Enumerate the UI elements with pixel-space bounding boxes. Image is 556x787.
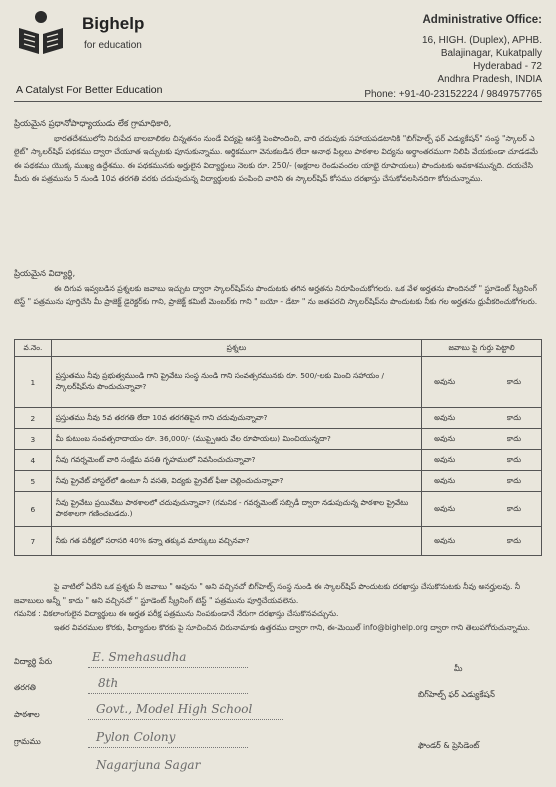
signature-org: బిగ్‌హెల్ప్ ఫర్ ఎడ్యుకేషన్ [418, 690, 495, 699]
question-text: నీవు గవర్నమెంట్ వారి సంక్షేమ వసతి గృహములో నివసించుచున్నావా? [51, 450, 421, 471]
table-row [15, 527, 542, 556]
address-line: Hyderabad - 72 [473, 61, 542, 72]
answer-no[interactable]: కాదు [506, 454, 521, 464]
address-line: Andhra Pradesh, INDIA [437, 74, 542, 85]
address-line: 16, HIGH. (Duplex), APHB. [421, 35, 542, 46]
answer-no[interactable]: కాదు [506, 475, 521, 485]
answer-yes[interactable]: అవును [434, 475, 456, 485]
answer-yes[interactable]: అవును [434, 433, 456, 443]
row-number: 3 [15, 429, 52, 450]
eligibility-table [14, 339, 542, 556]
office-phone: Phone: +91-40-23152224 / 9849757765 [364, 89, 542, 100]
name-underline [88, 667, 248, 668]
answer-options [422, 450, 542, 471]
answer-no[interactable]: కాదు [506, 412, 521, 422]
question-text: ప్రస్తుతము నీవు ప్రభుత్వముండి గాని ప్రైవేటు సంస్థ నుండి గాని సంవత్సరమునకు రూ. 500/-లకు మించి సహాయం / స్కాలర్‌షిప్‌ను పొందుచున్నావా? [51, 357, 421, 408]
office-address-block [302, 14, 542, 101]
answer-no[interactable]: కాదు [506, 376, 521, 386]
intro-paragraph: భారతదేశములోని నిరుపేద బాలబాలికల చిన్నతనం నుండే విద్యపై ఆసక్తి పెంపొందించి, వారి చదువుకు సహాయపడటానికి "బిగ్‌హెల్ప్ ఫర్ ఎడ్యుకేషన్" సంస్థ "స్కాలర్ ఎ లైట్" స్కాలర్‌షిప్ పథకము ద్వారా చేయూత ఇచ్చుటకు పూనుకున్నాము. ఆర్థికముగా వెనుకబడిన లేదా అనాథ పిల్లలు పాఠశాల విద్యను అర్థాంతరముగా నిలిపి వేయకుండా చూడడమే ఈ పథకము యొక్క ముఖ్య ఉద్దేశము. ఈ పథకమునకు అర్హులైన విద్యార్థులు నెలకు రూ. 250/- (అక్షరాల రెండువందల యాభై రూపాయలు) పొందుటకు అవకాశమున్నది. దయచేసి మీరు ఈ పత్రమును 5 నుండి 10వ తరగతి వరకు చదువుచున్న విద్యార్థులకు పంపించి వారిని ఈ స్కాలర్‌షిప్ కోసము దరఖాస్తు చేసుకోవలసినదిగా కోరుచున్నాము. [14, 133, 538, 184]
answer-yes[interactable]: అవును [434, 535, 456, 545]
answer-no[interactable]: కాదు [506, 433, 521, 443]
row-number: 7 [15, 527, 52, 556]
signature-role: ఫౌండర్ & ప్రెసిడెంట్ [418, 741, 480, 750]
village-label: గ్రామము [14, 737, 41, 746]
answer-options [422, 527, 542, 556]
answer-no[interactable]: కాదు [506, 535, 521, 545]
answer-yes[interactable]: అవును [434, 454, 456, 464]
answer-options [422, 492, 542, 527]
letter-intro [14, 118, 542, 186]
school-label: పాఠశాల [14, 710, 40, 719]
tagline: A Catalyst For Better Education [16, 84, 163, 96]
student-section [14, 268, 542, 309]
table-row [15, 450, 542, 471]
answer-options [422, 471, 542, 492]
table-row [15, 471, 542, 492]
school-underline [88, 719, 283, 720]
office-title: Administrative Office: [422, 14, 542, 26]
question-text: ప్రస్తుతము నీవు 5వ తరగతి లేదా 10వ తరగతిపైన గాని చదువుచున్నావా? [51, 408, 421, 429]
table-header-row [15, 340, 542, 357]
closing-section [14, 580, 542, 634]
address-line: Balajinagar, Kukatpally [440, 48, 542, 59]
answer-yes[interactable]: అవును [434, 376, 456, 386]
answer-options [422, 429, 542, 450]
note-text: గమనిక : వికలాంగులైన విద్యార్థులు ఈ అర్హత పరీక్ష పత్రమును నింపకుండానే నేరుగా దరఖాస్తు చేసుకొనవచ్చును. [14, 609, 339, 619]
question-text: నీకు గత పరీక్షలో సరాసరి 40% కన్నా తక్కువ మార్కులు వచ్చినవా? [51, 527, 421, 556]
brand-subtitle: for education [84, 40, 142, 51]
answer-no[interactable]: కాదు [506, 503, 521, 513]
question-text: నీవు ప్రైవేట్ హాస్టల్‌లో ఉంటూ నీ వసతి, విద్యకు ప్రైవేట్ ఫీజు చెల్లించుచున్నావా? [51, 471, 421, 492]
brand-name: Bighelp [82, 14, 145, 33]
student-name-label: విద్యార్థి పేరు [14, 657, 53, 666]
contact-paragraph: ఇతర వివరముల కొరకు, ఫిర్యాదుల కొరకు పై సూచించిన చిరునామాకు ఉత్తరము ద్వారా గాని, ఈ-మెయిల్ info@bighelp.org ద్వారా గాని తెలుపగోరుచున్నాము. [54, 622, 531, 632]
class-label: తరగతి [14, 683, 36, 692]
village-underline [88, 747, 248, 748]
salutation-headmaster: ప్రియమైన ప్రధానోపాధ్యాయుడు లేక గ్రామాధికారి, [14, 119, 172, 129]
row-number: 4 [15, 450, 52, 471]
table-row [15, 429, 542, 450]
table-row [15, 357, 542, 408]
row-number: 5 [15, 471, 52, 492]
header-divider [14, 101, 542, 102]
table-row [15, 492, 542, 527]
col-header-no: వ.నెం. [15, 340, 52, 357]
col-header-answer: జవాబు పై గుర్తు పెట్టాలి [422, 340, 542, 357]
student-name-value[interactable]: E. Smehasudha [92, 650, 187, 664]
answer-options [422, 408, 542, 429]
village-value-line2[interactable]: Nagarjuna Sagar [96, 758, 201, 772]
question-text: నీవు ప్రైవేటు ప్రయివేటు పాఠశాలలో చదువుచున్నావా? (గమనిక - గవర్నమెంట్ సబ్సిడీ ద్వారా నడుపుచున్న పాఠశాల ప్రైవేటు పాఠశాలగా గణించబడదు.) [51, 492, 421, 527]
question-text: మీ కుటుంబ సంవత్సరాదాయం రూ. 36,000/- (ముప్పైఆరు వేల రూపాయలు) మించియున్నదా? [51, 429, 421, 450]
disqualification-paragraph: పై వాటిలో ఏదేని ఒక ప్రశ్నకు నీ జవాబు " అవును " అని వచ్చినచో బిగ్‌హెల్ప్ సంస్థ నుండి ఈ స్కాలర్‌షిప్ పొందుటకు దరఖాస్తు చేసుకొనుటకు నీవు అనర్హులవు. నీ జవాబులు అన్నీ " కాదు " అని వచ్చినచో " స్టూడెంట్ స్క్రీనింగ్ టెస్ట్ " పత్రమును పూర్తిచేయవలెను. [14, 582, 521, 605]
table-row [15, 408, 542, 429]
school-value[interactable]: Govt., Model High School [96, 702, 253, 716]
class-underline [88, 693, 248, 694]
village-value-line1[interactable]: Pylon Colony [96, 730, 176, 744]
salutation-student: ప్రియమైన విద్యార్థి, [14, 269, 76, 279]
signature-yours: మీ [454, 664, 463, 673]
answer-yes[interactable]: అవును [434, 503, 456, 513]
answer-yes[interactable]: అవును [434, 412, 456, 422]
class-value[interactable]: 8th [98, 676, 119, 690]
bighelp-logo-icon [15, 8, 67, 58]
col-header-question: ప్రశ్నలు [51, 340, 421, 357]
row-number: 1 [15, 357, 52, 408]
row-number: 6 [15, 492, 52, 527]
student-paragraph: ఈ దిగువ ఇవ్వబడిన ప్రశ్నలకు జవాబు ఇచ్చుట ద్వారా స్కాలర్‌షిప్‌ను పొందుటకు తగిన అర్హతను నిరూపించుకోగలరు. ఒక వేళ అర్హతను పొందినచో " స్టూడెంట్ స్క్రీనింగ్ టెస్ట్ " పత్రమును పూర్తిచేసి మీ ప్రాజెక్ట్ డైరెక్టర్‌కు గాని, ప్రాజెక్ట్ కమిటీ మెంబర్‌కు గాని " బయో - డేటా " ను జతపరచి స్కాలర్‌షిప్‌ను పొందుటకు నీకు గల అర్హతను ధ్రువీకరించుకోగలరు. [14, 283, 538, 307]
answer-options [422, 357, 542, 408]
row-number: 2 [15, 408, 52, 429]
